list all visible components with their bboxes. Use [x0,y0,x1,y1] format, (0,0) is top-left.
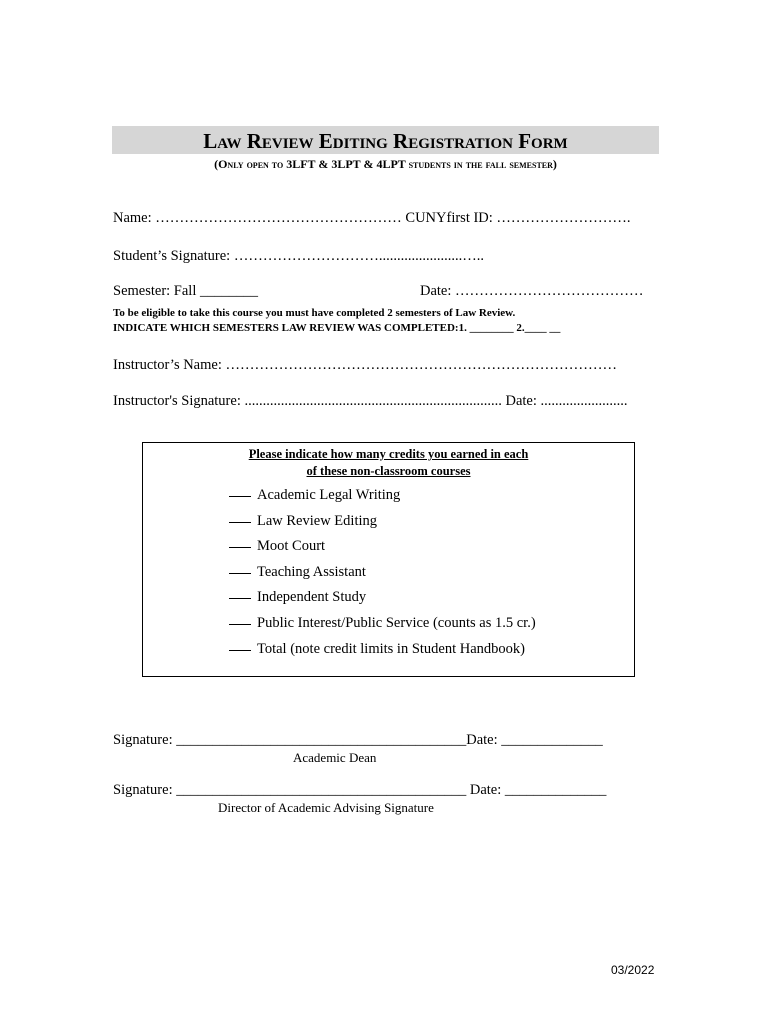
credits-box [142,442,635,677]
eligibility-note: To be eligible to take this course you must have completed 2 semesters of Law Review. [113,307,516,319]
course-independent-study[interactable]: Independent Study [229,589,366,606]
dean-signature-field[interactable]: Signature: ________________________________________Date: ______________ [113,732,603,748]
instructor-name-field[interactable]: Instructor’s Name: ……………………………………………………………………… [113,357,617,373]
form-subtitle: (Only open to 3LFT & 3LPT & 4LPT students in the fall semester) [214,157,557,171]
course-moot-court[interactable]: Moot Court [229,538,325,555]
director-signature-field[interactable]: Signature: ________________________________________ Date: ______________ [113,782,607,798]
credit-blank[interactable] [229,547,251,548]
credit-blank[interactable] [229,522,251,523]
name-id-field[interactable]: Name: …………………………………………… CUNYfirst ID: ………………………. [113,210,631,226]
date-field[interactable]: Date: ………………………………… [420,283,644,299]
credits-heading-line2: of these non-classroom courses [306,464,471,478]
student-signature-field[interactable]: Student’s Signature: ………………………….......................….. [113,248,484,264]
course-academic-legal-writing[interactable]: Academic Legal Writing [229,487,400,504]
credit-blank[interactable] [229,624,251,625]
credit-blank[interactable] [229,650,251,651]
revision-date: 03/2022 [611,963,655,977]
completed-semesters-field[interactable]: INDICATE WHICH SEMESTERS LAW REVIEW WAS COMPLETED:1. ________ 2.____ __ [113,322,561,334]
semester-field[interactable]: Semester: Fall ________ [113,283,258,299]
form-title: Law Review Editing Registration Form [112,126,659,154]
course-law-review-editing[interactable]: Law Review Editing [229,513,377,530]
credits-heading-line1: Please indicate how many credits you earned in each [248,447,529,461]
credit-blank[interactable] [229,573,251,574]
director-caption: Director of Academic Advising Signature [218,800,434,815]
course-total[interactable]: Total (note credit limits in Student Handbook) [229,641,525,658]
course-public-interest[interactable]: Public Interest/Public Service (counts as 1.5 cr.) [229,615,536,632]
instructor-signature-field[interactable]: Instructor's Signature: ....................................................................... Date: ........................ [113,393,628,409]
course-teaching-assistant[interactable]: Teaching Assistant [229,564,366,581]
credit-blank[interactable] [229,496,251,497]
credit-blank[interactable] [229,598,251,599]
dean-caption: Academic Dean [293,750,377,765]
